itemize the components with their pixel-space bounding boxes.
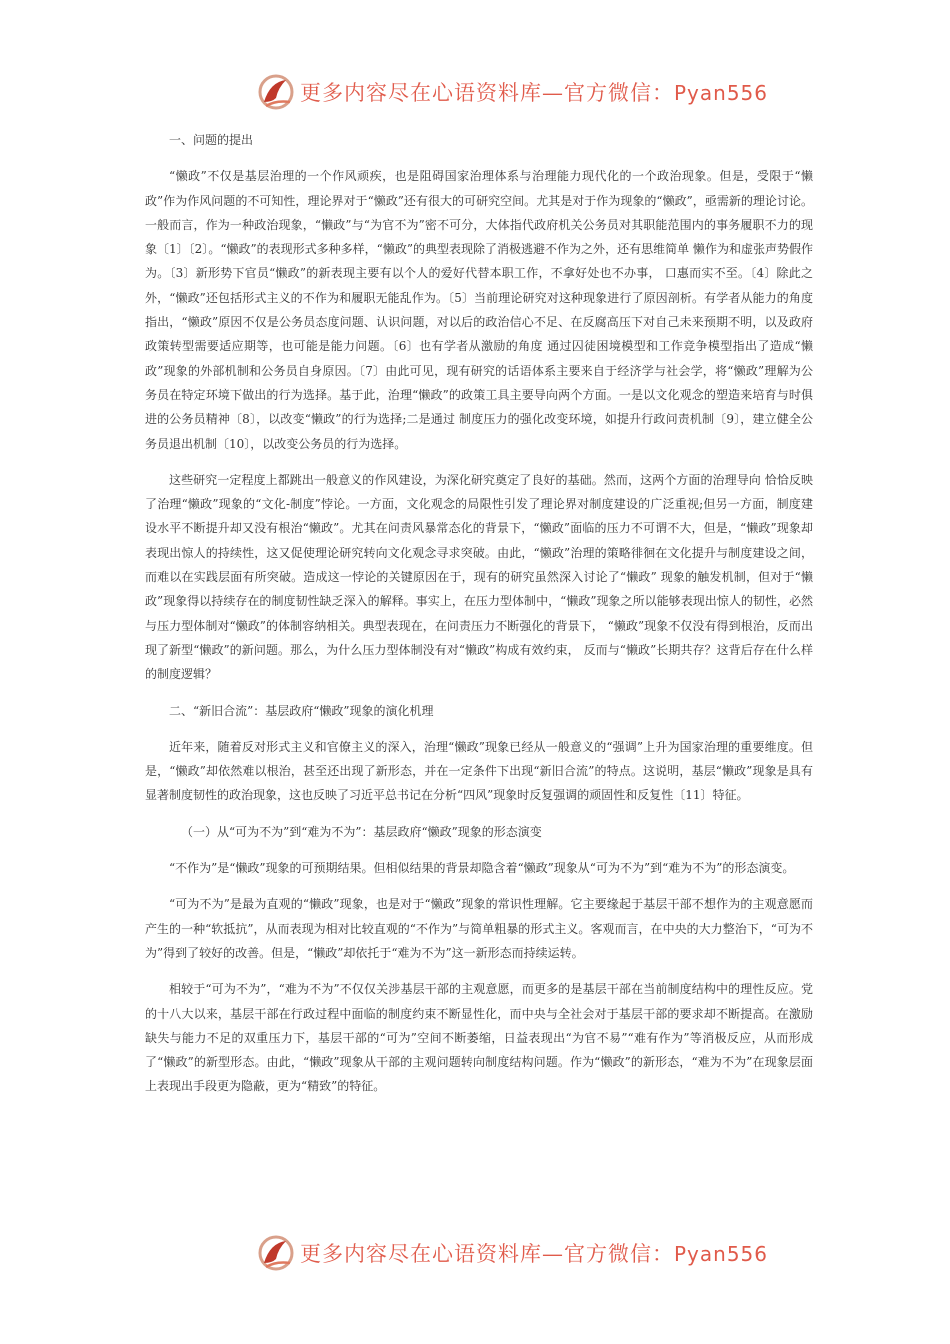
paragraph: “不作为”是“懒政”现象的可预期结果。但相似结果的背景却隐含着“懒政”现象从“可为不为”到“难为不为”的形态演变。 — [169, 861, 795, 876]
banner-text: 更多内容尽在心语资料库—官方微信：Pyan556 — [300, 1242, 769, 1266]
wechat-id: Pyan556 — [674, 81, 769, 105]
paragraph: “懒政”不仅是基层治理的一个作风顽疾，也是阻碍国家治理体系与治理能力现代化的一个政治现象。但是，受限于“懒政”作为作风问题的不可知性，理论界对于“懒政”还有很大的可研究空间。尤其是对于作为现象的“懒政”，亟需新的理论讨论。一般而言，作为一种政治现象，“懒政”与“为官不为”密不可分，大体指代政府机关公务员对其职能范围内的事务履职不力的现象〔1〕〔2〕。“懒政”的表现形式多种多样，“懒政”的典型表现除了消极逃避不作为之外，还有思维简单 懒作为和虚张声势假作为。〔3〕新形势下官员“懒政”的新表现主要有以个人的爱好代替本职工作，不拿好处也不办事， 口惠而实不至。〔4〕除此之外，“懒政”还包括形式主义的不作为和履职无能乱作为。〔5〕当前理论研究对这种现象进行了原因剖析。有学者从能力的角度指出，“懒政”原因不仅是公务员态度问题、认识问题，对以后的政治信心不足、在反腐高压下对自己未来预期不明，以及政府政策转型需要适应期等，也可能是能力问题。〔6〕也有学者从激励的角度 通过囚徒困境模型和工作竞争模型指出了造成“懒政”现象的外部机制和公务员自身原因。〔7〕由此可见，现有研究的话语体系主要来自于经济学与社会学，将“懒政”理解为公务员在特定环境下做出的行为选择。基于此，治理“懒政”的政策工具主要导向两个方面。一是以文化观念的塑造来培育与时俱进的公务员精神〔8〕，以改变“懒政”的行为选择;二是通过 制度压力的强化改变环境，如提升行政问责机制〔9〕，建立健全公务员退出机制〔10〕，以改变公务员的行为选择。 — [145, 169, 813, 451]
brand-logo-icon — [256, 72, 296, 112]
paragraph: 这些研究一定程度上都跳出一般意义的作风建设，为深化研究奠定了良好的基础。然而，这两个方面的治理导向 恰恰反映了治理“懒政”现象的“文化-制度”悖论。一方面，文化观念的局限性引发了理论界对制度建设的广泛重视;但另一方面，制度建设水平不断提升却又没有根治“懒政”。尤其在问责风暴常态化的背景下，“懒政”面临的压力不可谓不大，但是，“懒政”现象却表现出惊人的持续性，这又促使理论研究转向文化观念寻求突破。由此，“懒政”治理的策略徘徊在文化提升与制度建设之间，而难以在实践层面有所突破。造成这一悖论的关键原因在于，现有的研究虽然深入讨论了“懒政” 现象的触发机制，但对于“懒政”现象得以持续存在的制度韧性缺乏深入的解释。事实上，在压力型体制中，“懒政”现象之所以能够表现出惊人的韧性，必然与压力型体制对“懒政”的体制容纳相关。典型表现在，在问责压力不断强化的背景下， “懒政”现象不仅没有得到根治，反而出现了新型“懒政”的新问题。那么，为什么压力型体制没有对“懒政”构成有效约束， 反而与“懒政”长期共存？这背后存在什么样的制度逻辑？ — [145, 472, 813, 682]
section-heading: 一、问题的提出 — [169, 133, 254, 147]
header-banner — [256, 72, 768, 112]
section-heading: 二、“新旧合流”：基层政府“懒政”现象的演化机理 — [169, 703, 434, 718]
paragraph: 相较于“可为不为”，“难为不为”不仅仅关涉基层干部的主观意愿，而更多的是基层干部在当前制度结构中的理性反应。党的十八大以来，基层干部在行政过程中面临的制度约束不断显性化，而中央与全社会对于基层干部的要求却不断提高。在激励缺失与能力不足的双重压力下，基层干部的“可为”空间不断萎缩，日益表现出“为官不易”“难有作为”等消极反应，从而形成了“懒政”的新型形态。由此，“懒政”现象从干部的主观问题转向制度结构问题。作为“懒政”的新形态，“难为不为”在现象层面上表现出手段更为隐蔽，更为“精致”的特征。 — [145, 982, 813, 1094]
footer-banner — [256, 1233, 768, 1273]
paragraph: “可为不为”是最为直观的“懒政”现象，也是对于“懒政”现象的常识性理解。它主要缘起于基层干部不想作为的主观意愿而产生的一种“软抵抗”，从而表现为相对比较直观的“不作为”与简单粗暴的形式主义。客观而言，在中央的大力整治下，“可为不为”得到了较好的改善。但是，“懒政”却依托于“难为不为”这一新形态而持续运转。 — [145, 897, 813, 960]
wechat-id: Pyan556 — [674, 1242, 769, 1266]
article-body — [145, 128, 813, 1111]
paragraph: 近年来，随着反对形式主义和官僚主义的深入，治理“懒政”现象已经从一般意义的“强调”上升为国家治理的重要维度。但是，“懒政”却依然难以根治，甚至还出现了新形态，并在一定条件下出现“新旧合流”的特点。这说明，基层“懒政”现象是具有显著制度韧性的政治现象，这也反映了习近平总书记在分析“四风”现象时反复强调的顽固性和反复性〔11〕特征。 — [145, 739, 813, 803]
banner-text: 更多内容尽在心语资料库—官方微信：Pyan556 — [300, 81, 769, 105]
brand-logo-icon — [256, 1233, 296, 1273]
subsection-heading: （一）从“可为不为”到“难为不为”：基层政府“懒政”现象的形态演变 — [181, 824, 542, 839]
